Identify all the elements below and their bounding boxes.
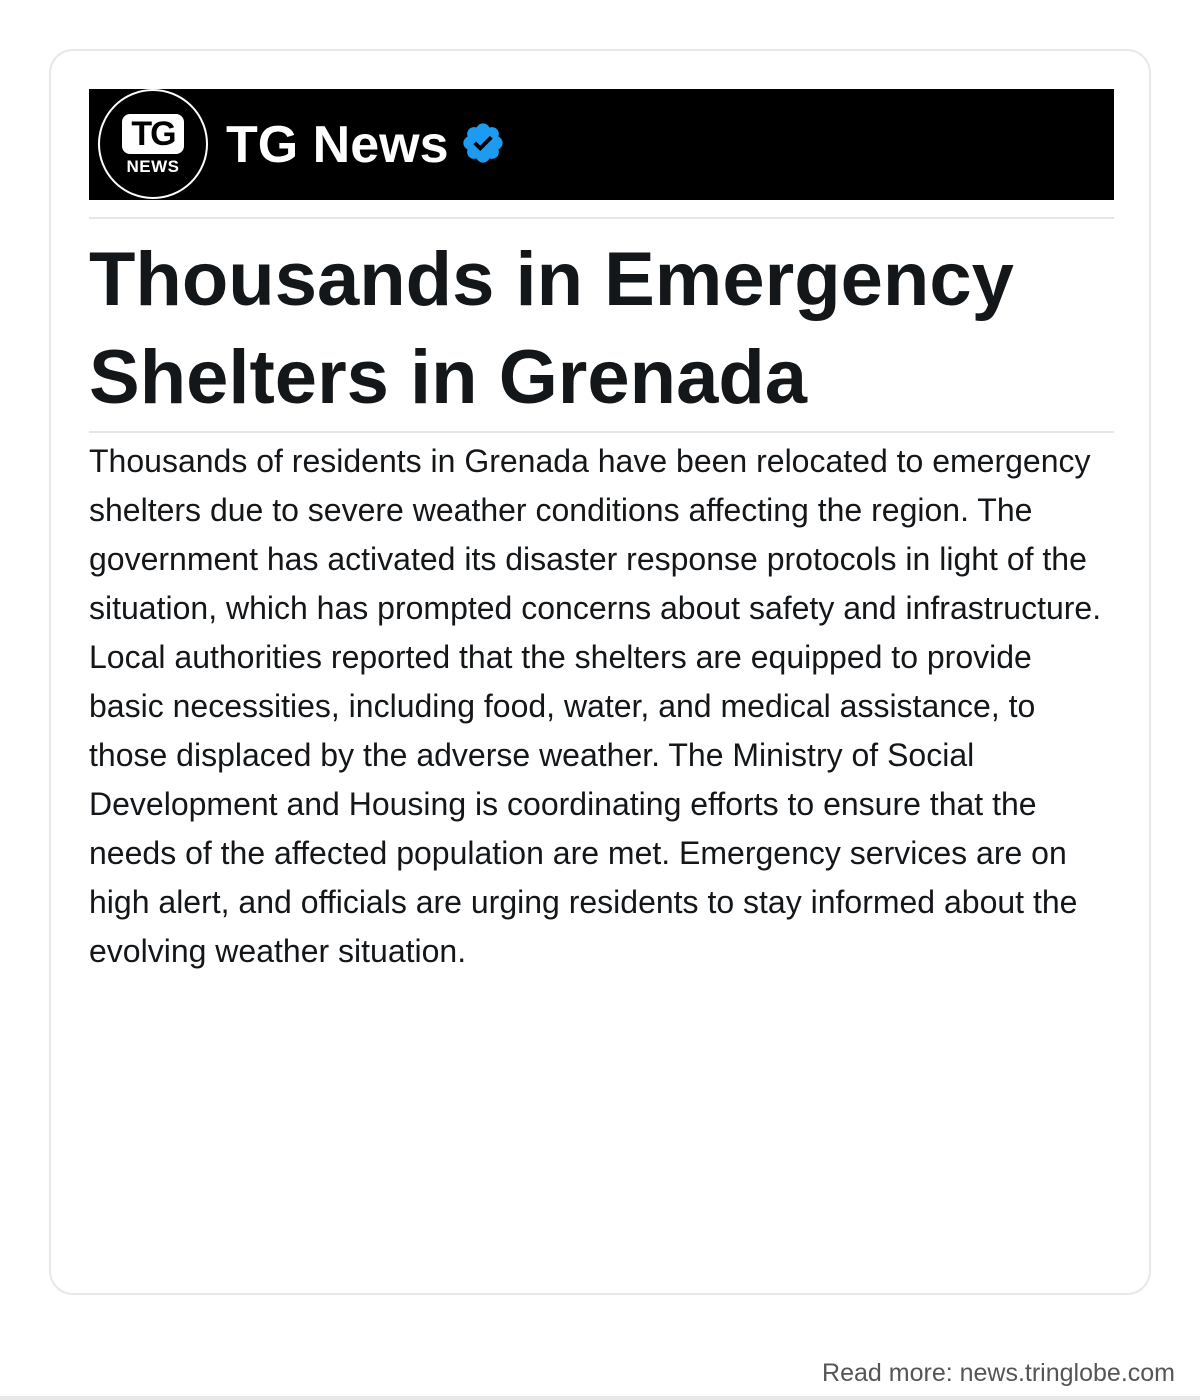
logo-news-text: NEWS bbox=[126, 156, 180, 176]
header-divider bbox=[89, 217, 1114, 219]
bottom-divider bbox=[0, 1396, 1200, 1400]
read-more-link[interactable]: Read more: news.tringlobe.com bbox=[822, 1359, 1175, 1387]
logo-tg-text: TG bbox=[122, 114, 184, 154]
brand-logo[interactable] bbox=[98, 89, 208, 199]
article-body: Thousands of residents in Grenada have been relocated to emergency shelters due to severe weather conditions affecting the region. The government has activated its disaster response protocols in light of the situation, which has prompted concerns about safety and infrastructure. Local authorities reported that the shelters are equipped to provide basic necessities, including food, water, and medical assistance, to those displaced by the adverse weather. The Ministry of Social Development and Housing is coordinating efforts to ensure that the needs of the affected population are met. Emergency services are on high alert, and officials are urging residents to stay informed about the evolving weather situation. bbox=[89, 443, 1102, 969]
verified-badge-icon bbox=[460, 120, 506, 166]
brand-header bbox=[89, 89, 1114, 200]
news-card bbox=[49, 49, 1151, 1295]
headline-divider bbox=[89, 431, 1114, 433]
brand-name[interactable]: TG News bbox=[226, 116, 449, 174]
article-headline: Thousands in Emergency Shelters in Grenada bbox=[89, 237, 1014, 420]
